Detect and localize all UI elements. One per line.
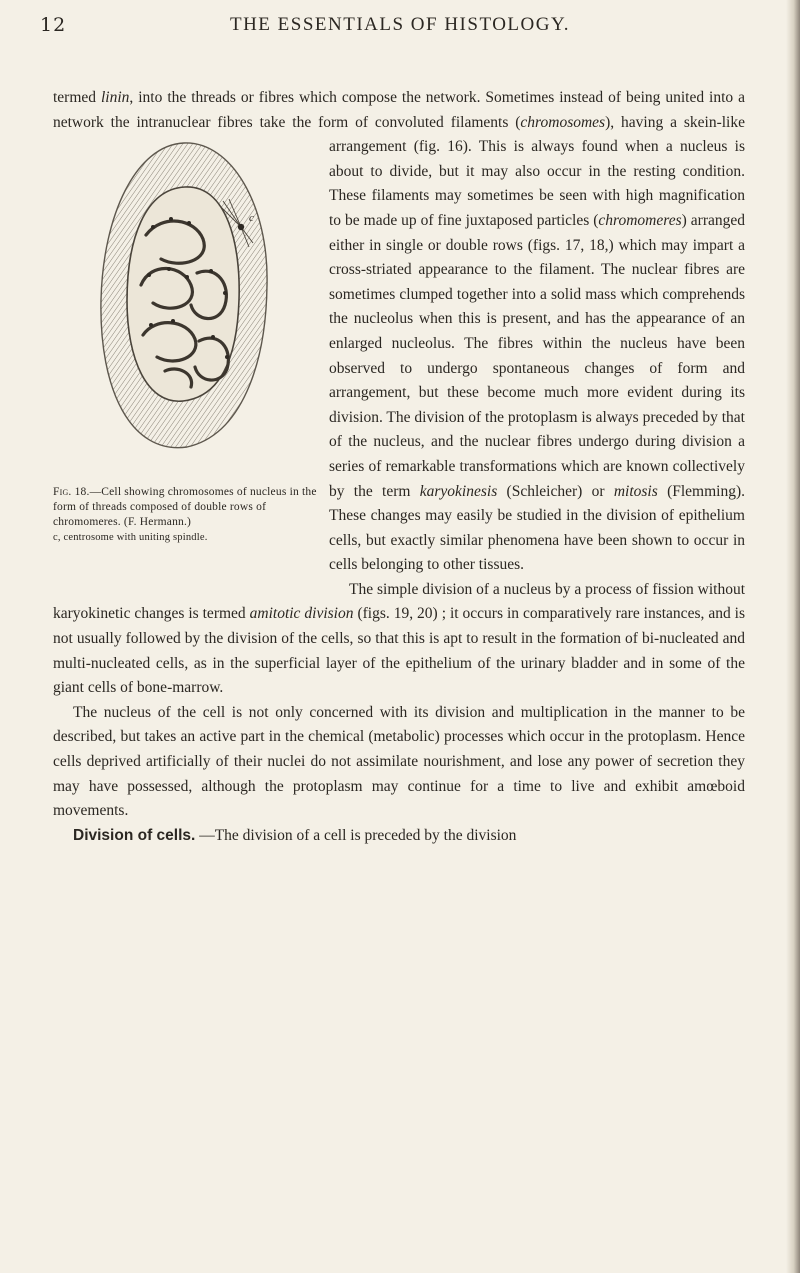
figure-note: c, centrosome with uniting spindle. [53,532,208,544]
paragraph-1: termed linin, into the threads or fibres which compose the network. Sometimes instead of being united into a network the intranuclear fibres take the form of convoluted filaments (chromosomes c Fig. 18.—Cell showing chromosomes of nucleus in the form of threads composed of double rows of chromomeres. (F. Hermann.) c, centrosome with uniting spindle. ), having a skein-like arrangement (fig. 16). This is always found when a nucleus is about to divide, but it may also occur in the resting condition. These filaments may sometimes be seen with high magnification to be made up of fine juxtaposed particles (chromomeres) arranged either in single or double rows (figs. 17, 18,) which may impart a cross-striated appearance to the filament. The nuclear fibres are sometimes clumped together into a solid mass which comprehends the nucleolus when this is present, and has the appearance of an enlarged nucleolus. The fibres within the nucleus have been observed to undergo spontaneous changes of form and arrangement, but these become much more evident during its division. The division of the protoplasm is always preceded by that of the nucleus, and the nuclear fibres undergo during division a series of remarkable transformations which are known collectively by the term karyokinesis (Schleicher) or mitosis (Flemming). These changes may easily be studied in the division of epithelium cells, but exactly similar phenomena have been shown to occur in cells belonging to other tissues. [53,86,745,578]
term-karyokinesis: karyokinesis [419,482,498,500]
figure-18 [51,135,321,581]
centrosome-dot [238,224,244,230]
nucleus-outline [127,187,239,401]
running-head: THE ESSENTIALS OF HISTOLOGY. [229,14,571,35]
term-linin: linin [101,89,130,106]
paragraph-3: The nucleus of the cell is not only concerned with its division and multiplication in the manner to be described, but takes an active part in the chemical (metabolic) processes which occur in the protoplasm. Hence cells deprived artificially of their nuclei do not assimilate nourishment, and lose any power of secretion they may have possessed, although the protoplasm may continue for a time to live and exhibit amœboid movements. [53,703,745,820]
body-text [53,86,745,848]
term-amitotic-division: amitotic division [249,605,354,623]
section-heading: Division of cells. [73,826,196,844]
figure-caption-text: —Cell showing chromosomes of nucleus in the form of threads composed of double rows of chromomeres. (F. Hermann.) [53,486,317,529]
figure-label: Fig. 18. [53,486,90,499]
figure-caption [53,485,321,545]
term-chromosomes: chromosomes [520,113,606,131]
page-header [0,14,800,54]
paragraph-4: Division of cells. —The division of a cell is preceded by the division [73,826,517,844]
term-chromomeres: chromomeres [598,211,682,229]
paragraph-2: The simple division of a nucleus by a process of fission without karyokinetic changes is termed amitotic division (figs. 19, 20) ; it occurs in comparatively rare instances, and is not usually followed by the division of the cells, so that this is apt to result in the formation of bi-nucleated and multi-nucleated cells, as in the superficial layer of the epithelium of the urinary bladder and in some of the giant cells of bone-marrow. [53,580,746,697]
page-edge-shadow [786,0,800,1273]
centrosome-marker: c [249,212,254,225]
cell-illustration [91,135,277,479]
term-mitosis: mitosis [613,482,658,500]
page-number: 12 [40,14,67,36]
